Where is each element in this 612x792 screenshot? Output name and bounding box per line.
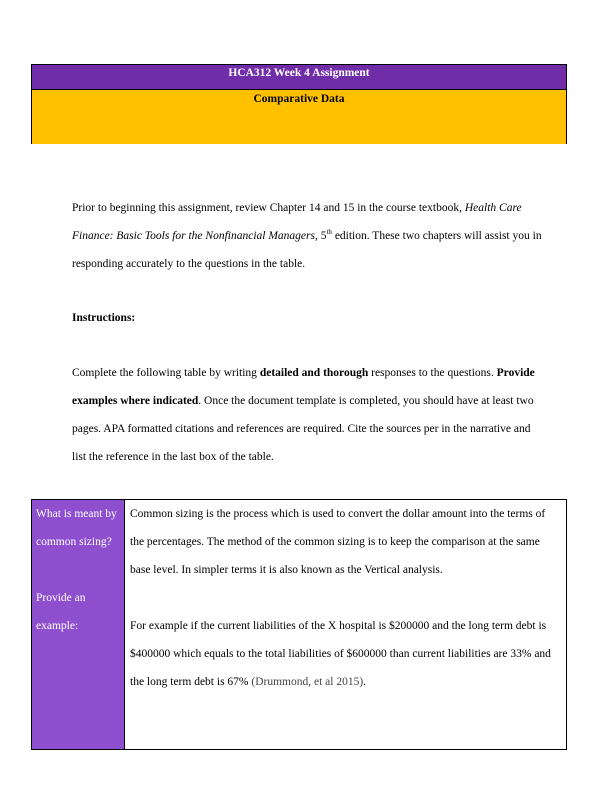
instructions-paragraph	[72, 359, 542, 471]
instructions-part1: Complete the following table by writing	[72, 367, 260, 379]
edition-suffix: th	[326, 228, 332, 237]
answer-cell	[125, 500, 566, 749]
textbook-title: Health Care Finance: Basic Tools for the Nonfinancial Managers	[72, 202, 522, 242]
edition-number: , 5	[314, 230, 327, 242]
assignment-subtitle: Comparative Data	[32, 90, 566, 144]
example-answer-end: .	[363, 676, 367, 688]
assignment-title: HCA312 Week 4 Assignment	[32, 65, 566, 90]
question-cell	[32, 500, 125, 749]
citation: (Drummond, et al 2015)	[251, 676, 364, 688]
intro-paragraph	[72, 194, 542, 278]
example-answer	[130, 612, 561, 696]
example-answer-text: For example if the current liabilities of the X hospital is $200000 and the long term debt is $400000 which equals to the total liabilities of $600000 than current liabilities are 33% and the long term debt is 67%	[130, 620, 551, 688]
intro-text-before: Prior to beginning this assignment, review Chapter 14 and 15 in the course textbook,	[72, 202, 465, 214]
assignment-header	[31, 64, 567, 144]
example-label: Provide an example:	[36, 592, 86, 632]
intro-text-after: edition. These two chapters will assist you in responding accurately to the questions in the table.	[72, 230, 542, 270]
instructions-part3: . Once the document template is completed, you should have at least two pages. APA formatted citations and references are required. Cite the sources per in the narrative and list the reference in the last box of the table.	[72, 395, 534, 463]
question-text: What is meant by common sizing?	[36, 508, 117, 548]
instructions-bold1: detailed and thorough	[259, 367, 369, 379]
instructions-part2: responses to the questions.	[368, 367, 497, 379]
answer-text: Common sizing is the process which is used to convert the dollar amount into the terms of the percentages. The method of the common sizing is to keep the comparison at the same base level. In simpler terms it is also known as the Vertical analysis.	[130, 508, 546, 576]
instructions-bold2: Provide examples where indicated	[72, 367, 535, 407]
qa-table	[31, 499, 567, 750]
instructions-heading: Instructions:	[72, 312, 136, 324]
